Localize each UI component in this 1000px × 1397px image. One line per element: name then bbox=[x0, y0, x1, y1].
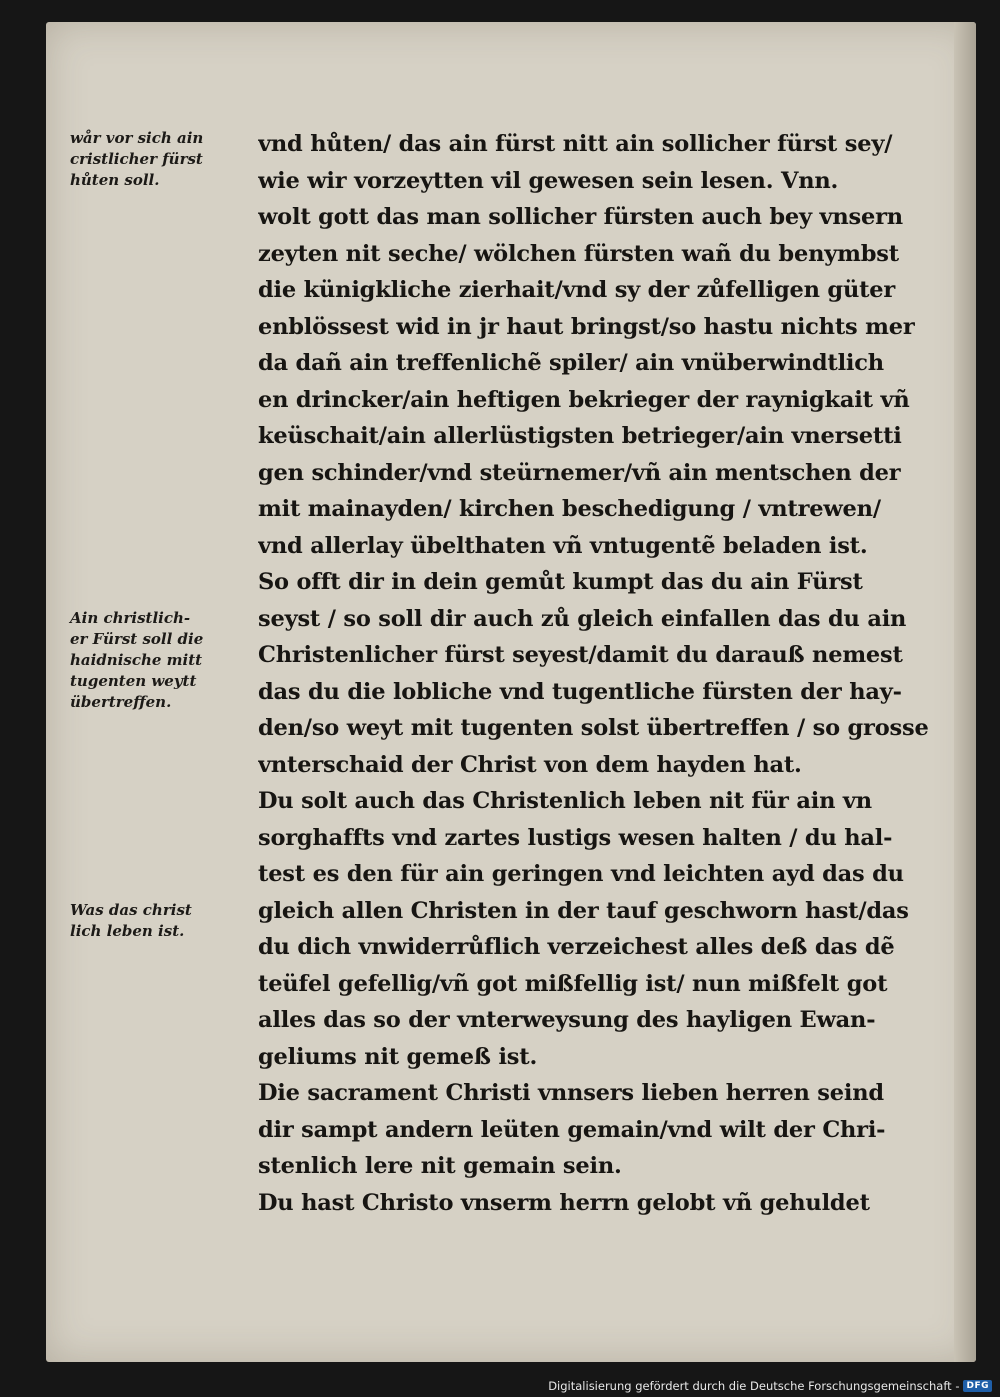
main-text-block bbox=[258, 126, 938, 1221]
text-line: den/so weyt mit tugenten solst übertreffen / so grosse bbox=[258, 715, 929, 741]
margin-note-1: wår vor sich ain cristlicher fürst hůten soll. bbox=[70, 129, 204, 189]
text-line: So offt dir in dein gemůt kumpt das du ain Fürst bbox=[258, 569, 863, 595]
margin-note-2: Ain christlich- er Fürst soll die haidnische mitt tugenten weytt übertreffen. bbox=[70, 609, 204, 711]
text-line: du dich vnwiderrůflich verzeichest alles deß das dẽ bbox=[258, 934, 895, 960]
text-line: dir sampt andern leüten gemain/vnd wilt der Chri- bbox=[258, 1116, 886, 1143]
text-line: zeyten nit seche/ wölchen fürsten wañ du benymbst bbox=[258, 240, 899, 267]
text-line: Du solt auch das Christenlich leben nit für ain vn bbox=[258, 788, 872, 814]
text-line: vnd hůten/ das ain fürst nitt ain sollicher fürst sey/ bbox=[258, 131, 893, 157]
margin-note-3: Was das christ lich leben ist. bbox=[70, 901, 192, 940]
text-line: wolt gott das man sollicher fürsten auch bey vnsern bbox=[258, 204, 903, 230]
text-line: alles das so der vnterweysung des hayligen Ewan- bbox=[258, 1007, 876, 1033]
text-line: seyst / so soll dir auch zů gleich einfallen das du ain bbox=[258, 605, 907, 632]
text-line: keüschait/ain allerlüstigsten betrieger/ain vnersetti bbox=[258, 423, 902, 449]
text-line: gen schinder/vnd steürnemer/vñ ain mentschen der bbox=[258, 459, 901, 486]
text-line: wie wir vorzeytten vil gewesen sein lesen. Vnn. bbox=[258, 167, 839, 194]
page-edge bbox=[954, 22, 976, 1362]
text-line: vnd allerlay übelthaten vñ vntugentẽ beladen ist. bbox=[258, 532, 868, 559]
text-line: Die sacrament Christi vnnsers lieben herren seind bbox=[258, 1080, 884, 1106]
text-line: Christenlicher fürst seyest/damit du darauß nemest bbox=[258, 642, 903, 668]
text-line: test es den für ain geringen vnd leichten ayd das du bbox=[258, 861, 904, 887]
text-line: teüfel gefellig/vñ got mißfellig ist/ nun mißfelt got bbox=[258, 970, 888, 997]
text-line: geliums nit gemeß ist. bbox=[258, 1043, 538, 1070]
credit-text: Digitalisierung gefördert durch die Deutsche Forschungsgemeinschaft - bbox=[548, 1379, 960, 1393]
dfg-logo: DFG bbox=[963, 1380, 992, 1392]
text-line: die künigkliche zierhait/vnd sy der zůfelligen güter bbox=[258, 277, 896, 303]
text-line: stenlich lere nit gemain sein. bbox=[258, 1153, 622, 1179]
digitization-credit bbox=[548, 1379, 992, 1393]
text-line: Du hast Christo vnserm herrn gelobt vñ gehuldet bbox=[258, 1189, 870, 1216]
text-line: enblössest wid in jr haut bringst/so hastu nichts mer bbox=[258, 313, 915, 340]
text-line: gleich allen Christen in der tauf geschworn hast/das bbox=[258, 897, 909, 924]
text-line: das du die lobliche vnd tugentliche fürsten der hay- bbox=[258, 678, 902, 705]
text-line: sorghaffts vnd zartes lustigs wesen halten / du hal- bbox=[258, 824, 893, 851]
text-line: mit mainayden/ kirchen beschedigung / vntrewen/ bbox=[258, 496, 881, 522]
text-line: da dañ ain treffenlichẽ spiler/ ain vnüberwindtlich bbox=[258, 350, 884, 376]
text-line: en drincker/ain heftigen bekrieger der raynigkait vñ bbox=[258, 386, 910, 413]
text-line: vnterschaid der Christ von dem hayden hat. bbox=[258, 751, 802, 778]
